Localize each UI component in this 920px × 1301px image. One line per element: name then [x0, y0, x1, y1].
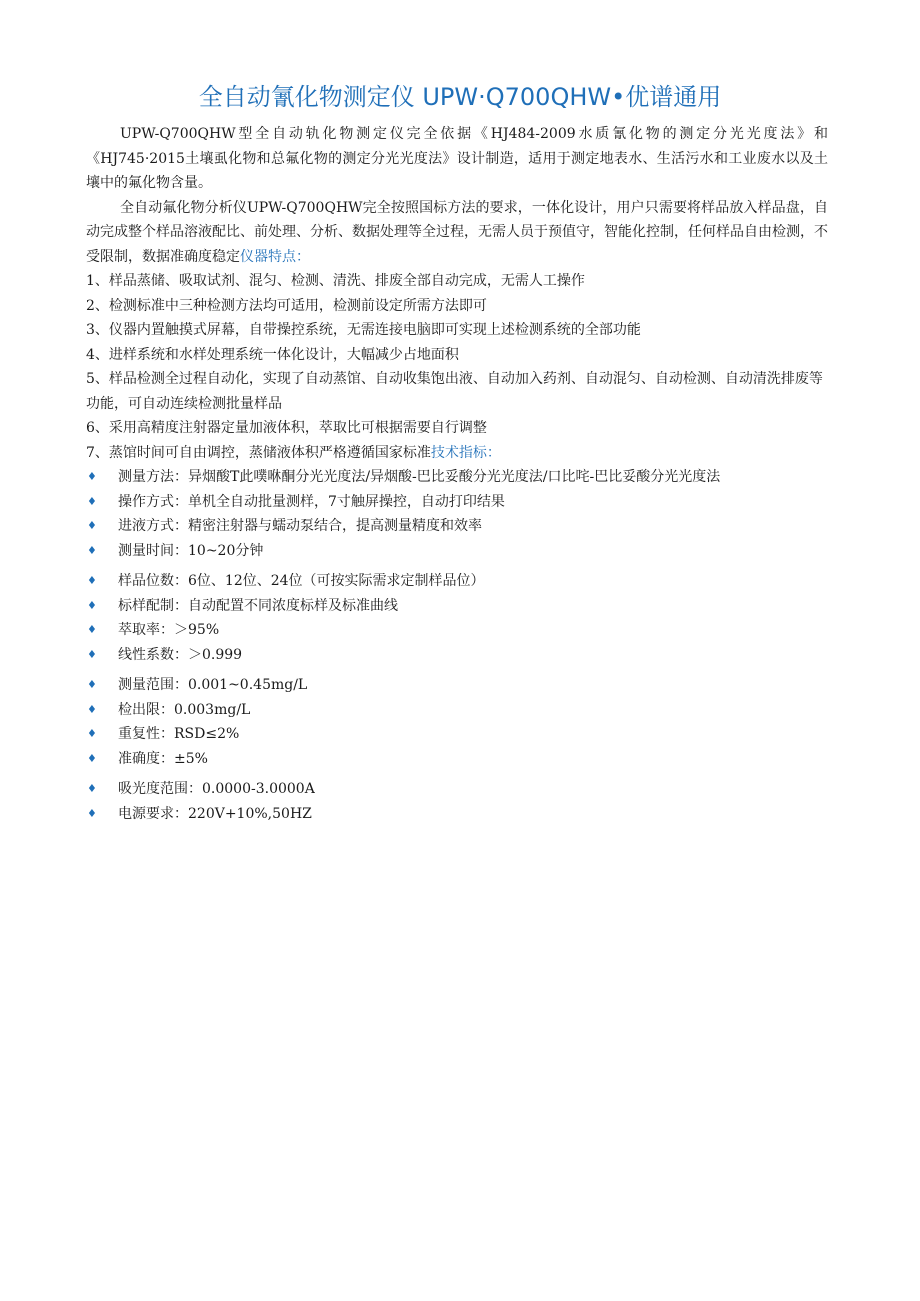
document-body — [86, 122, 828, 826]
diamond-bullet-icon: ♦ — [87, 543, 97, 557]
diamond-bullet-icon: ♦ — [87, 806, 97, 820]
intro-paragraph-1: UPW-Q700QHW型全自动轨化物测定仪完全依据《HJ484-2009水质氰化物的测定分光光度法》和《HJ745·2015土壤虱化物和总氟化物的测定分光光度法》设计制造，适用于测定地表水、生活污水和工业废水以及土壤中的氟化物含量。 — [86, 126, 828, 191]
spec-item-4 — [86, 539, 828, 564]
spec-text: 重复性：RSD≤2% — [118, 726, 240, 742]
spec-text: 进液方式：精密注射器与蠕动泵结合，提高测量精度和效率 — [118, 518, 482, 534]
features-heading: 仪器特点： — [240, 248, 310, 265]
feature-item-3: 3、仪器内置触摸式屏幕，自带操控系统，无需连接电脑即可实现上述检测系统的全部功能 — [86, 322, 641, 338]
spec-item-1 — [86, 465, 828, 490]
feature-item-6: 6、采用高精度注射器定量加液体积，萃取比可根据需要自行调整 — [86, 420, 487, 436]
spec-item-9 — [86, 673, 828, 698]
feature-item-7 — [86, 441, 828, 466]
intro-paragraph-2 — [86, 196, 828, 270]
diamond-bullet-icon: ♦ — [87, 702, 97, 716]
diamond-bullet-icon: ♦ — [87, 678, 97, 691]
spec-text: 操作方式：单机全自动批量测样，7寸触屏操控，自动打印结果 — [118, 493, 505, 510]
spec-item-13 — [86, 777, 828, 802]
diamond-bullet-icon: ♦ — [87, 574, 97, 587]
spec-item-11 — [86, 722, 828, 747]
diamond-bullet-icon: ♦ — [87, 494, 97, 508]
spec-text: 测量时间：10~20分钟 — [118, 542, 264, 559]
spec-item-8 — [86, 643, 828, 668]
diamond-bullet-icon: ♦ — [87, 751, 97, 765]
spec-text: 测量范围：0.001~0.45mg∕L — [118, 677, 308, 693]
diamond-bullet-icon: ♦ — [87, 623, 97, 636]
diamond-bullet-icon: ♦ — [87, 598, 97, 612]
feature-item-2: 2、检测标准中三种检测方法均可适用，检测前设定所需方法即可 — [86, 297, 487, 314]
spec-text: 萃取率：＞95% — [118, 622, 220, 638]
feature-item-5: 5、样品检测全过程自动化，实现了自动蒸馆、自动收集饱出液、自动加入药剂、自动混匀、自动检测、自动清洗排废等功能，可自动连续检测批量样品 — [86, 371, 823, 412]
spec-item-2 — [86, 490, 828, 515]
feature-item-4: 4、进样系统和水样处理系统一体化设计，大幅减少占地面积 — [86, 346, 459, 363]
spec-item-5 — [86, 569, 828, 594]
features-list — [86, 269, 828, 465]
spec-text: 吸光度范围：0.0000-3.0000A — [118, 781, 315, 797]
spec-item-3 — [86, 514, 828, 539]
spec-text: 线性系数：＞0.999 — [118, 646, 243, 663]
diamond-bullet-icon: ♦ — [87, 727, 97, 740]
spec-item-12 — [86, 747, 828, 772]
spec-text: 检出限：0.003mg∕L — [118, 701, 251, 718]
diamond-bullet-icon: ♦ — [87, 470, 97, 483]
specs-heading: 技术指标： — [430, 444, 501, 461]
spec-text: 样品位数：6位、12位、24位（可按实际需求定制样品位） — [118, 573, 485, 589]
spec-text: 标样配制：自动配置不同浓度标样及标准曲线 — [118, 597, 398, 614]
spec-item-10 — [86, 698, 828, 723]
spec-text: 准确度：±5% — [118, 750, 208, 767]
feature-item-1: 1、样品蒸储、吸取试剂、混匀、检测、清洗、排废全部自动完成，无需人工操作 — [86, 273, 585, 289]
specs-list — [86, 465, 828, 826]
diamond-bullet-icon: ♦ — [87, 782, 97, 795]
spec-item-14 — [86, 802, 828, 827]
diamond-bullet-icon: ♦ — [87, 647, 97, 661]
spec-item-6 — [86, 594, 828, 619]
spec-item-7 — [86, 618, 828, 643]
spec-text: 测量方法：异烟酸T此噗咻酮分光光度法/异烟酸-巴比妥酸分光光度法/口比咤-巴比妥酸分光光度法 — [118, 469, 721, 485]
feature-item-7-text: 7、蒸馆时间可自由调控，蒸储液体积严格遵循国家标准 — [86, 444, 431, 461]
intro-paragraph-2-text: 全自动氟化物分析仪UPW-Q700QHW完全按照国标方法的要求，一体化设计，用户只需要将样品放入样品盘，自动完成整个样品溶液配比、前处理、分析、数据处理等全过程，无需人员于预值守，智能化控制，任何样品自由检测，不受限制，数据准确度稳定 — [86, 199, 828, 265]
page-title: 全自动氰化物测定仪 UPW·Q700QHW•优谱通用 — [198, 83, 722, 111]
diamond-bullet-icon: ♦ — [87, 519, 97, 532]
spec-text: 电源要求：220V+10%,50HZ — [118, 805, 312, 822]
